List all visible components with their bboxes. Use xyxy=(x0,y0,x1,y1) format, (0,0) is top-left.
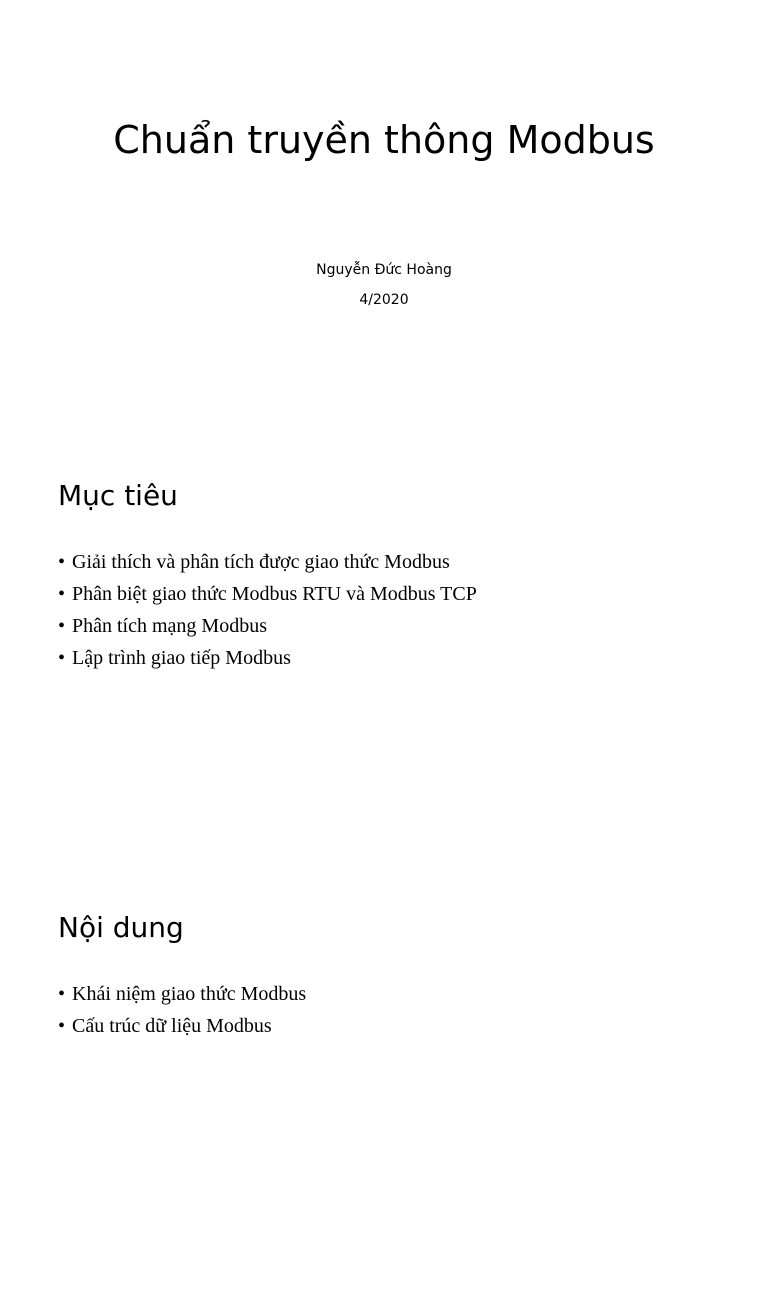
presentation-title: Chuẩn truyền thông Modbus xyxy=(113,118,655,162)
list-item xyxy=(58,978,306,1010)
presentation-date: 4/2020 xyxy=(359,292,409,308)
list-item-text: Khái niệm giao thức Modbus xyxy=(72,983,307,1005)
bullet-icon: • xyxy=(58,1015,66,1037)
slide-title-page xyxy=(0,0,768,432)
list-item xyxy=(58,546,477,578)
list-item-text: Lập trình giao tiếp Modbus xyxy=(72,647,291,669)
list-item xyxy=(58,642,477,674)
contents-heading: Nội dung xyxy=(58,911,184,944)
list-item xyxy=(58,578,477,610)
bullet-icon: • xyxy=(58,615,66,637)
objectives-list xyxy=(58,546,477,674)
bullet-icon: • xyxy=(58,983,66,1005)
list-item-text: Phân tích mạng Modbus xyxy=(72,615,267,637)
bullet-icon: • xyxy=(58,583,66,605)
list-item-text: Giải thích và phân tích được giao thức Modbus xyxy=(72,551,450,573)
author-name: Nguyễn Đức Hoàng xyxy=(316,262,452,278)
bullet-icon: • xyxy=(58,551,66,573)
list-item xyxy=(58,610,477,642)
slide-contents xyxy=(0,864,768,1296)
list-item-text: Phân biệt giao thức Modbus RTU và Modbus TCP xyxy=(72,583,477,605)
bullet-icon: • xyxy=(58,647,66,669)
list-item-text: Cấu trúc dữ liệu Modbus xyxy=(72,1015,272,1037)
contents-list xyxy=(58,978,306,1042)
list-item xyxy=(58,1010,306,1042)
objectives-heading: Mục tiêu xyxy=(58,479,178,512)
slide-objectives xyxy=(0,432,768,864)
